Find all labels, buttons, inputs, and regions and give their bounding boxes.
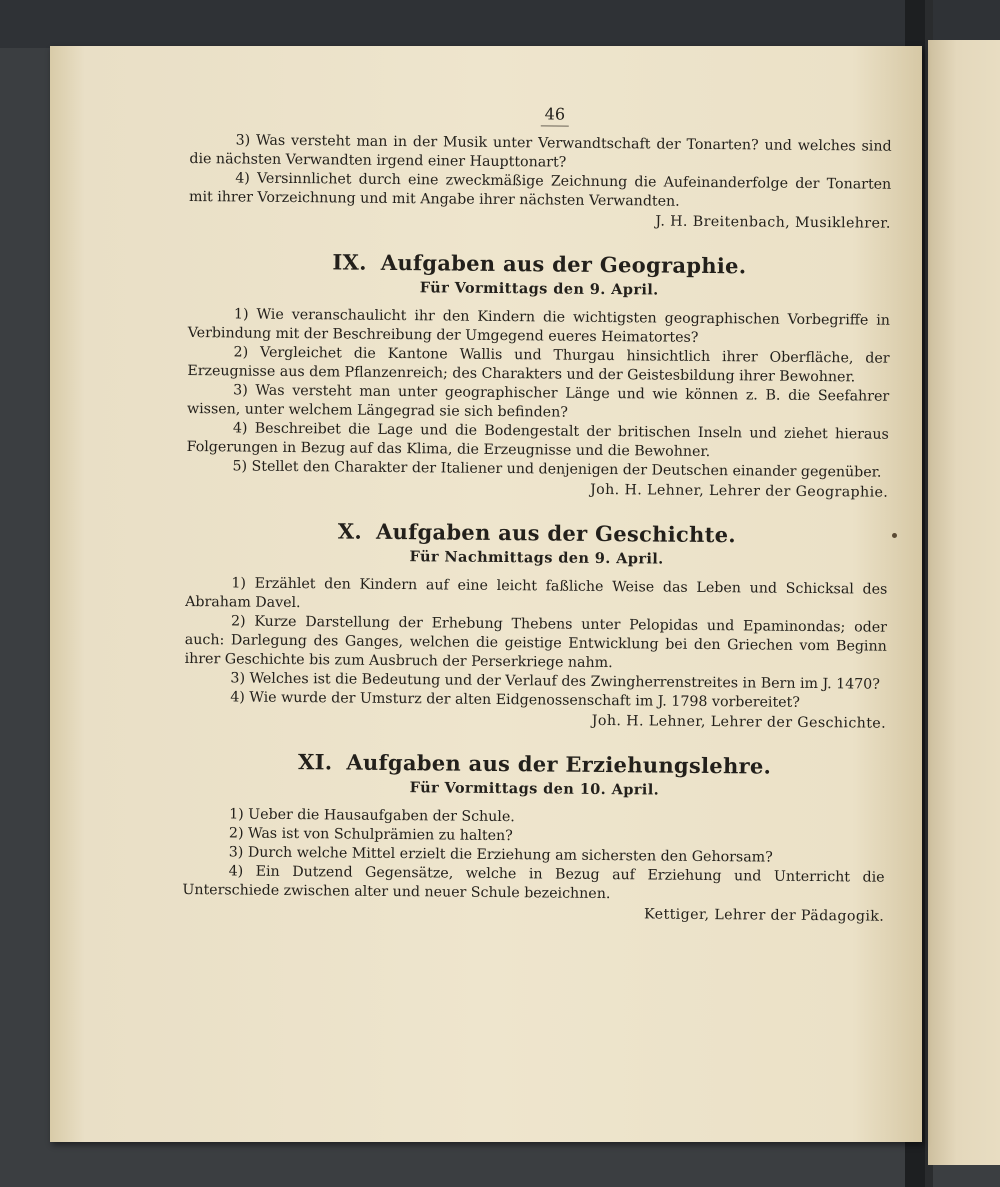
paragraph: 4) Versinnlichet durch eine zweckmäßige Zeichnung die Aufeinanderfolge der Tonarten mit ihrer Vorzeichnung und mit Angabe ihrer nächsten Verwandten. — [189, 170, 892, 210]
list-item: 2) Was ist von Schulprämien zu halten? — [228, 825, 513, 845]
list-item: 1) Ueber die Hausaufgaben der Schule. — [229, 806, 515, 826]
section-heading — [188, 251, 890, 277]
list-item: 2) Kurze Darstellung der Erhebung Thebens unter Pelopidas und Epaminondas; oder auch: Darlegung des Ganges, welchen die geistige Entwicklung bei den Griechen vom Beginn ihrer Geschichte bis zum Ausbruch der Perserkriege nahm. — [184, 613, 888, 672]
section-title: Aufgaben aus der Geschichte. — [375, 518, 737, 548]
section-numeral: X. — [337, 518, 363, 544]
scanner-top-edge — [0, 0, 1000, 48]
list-item: 4) Beschreibet die Lage und die Bodengestalt der britischen Inseln und ziehet hieraus Folgerungen in Bezug auf das Klima, die Erzeugnisse und die Bewohner. — [186, 420, 889, 461]
document-page — [50, 46, 922, 1142]
signature: Joh. H. Lehner, Lehrer der Geschichte. — [591, 712, 887, 732]
section-subtitle: Für Nachmittags den 9. April. — [409, 548, 664, 568]
list-item: 2) Vergleichet die Kantone Wallis und Thurgau hinsichtlich ihrer Oberfläche, der Erzeugnisse aus dem Pflanzenreich; des Charakters und der Geistesbildung ihrer Bewohner. — [187, 344, 890, 386]
intro-block — [189, 131, 892, 234]
section-geography — [186, 251, 890, 503]
list-item: 4) Wie wurde der Umsturz der alten Eidgenossenschaft im J. 1798 vorbereitet? — [230, 689, 800, 711]
list-item: 1) Wie veranschaulicht ihr den Kindern die wichtigsten geographischen Vorbegriffe in Verbindung mit der Beschreibung der Umgegend eueres Heimatortes? — [187, 306, 890, 346]
signature: J. H. Breitenbach, Musiklehrer. — [655, 213, 891, 232]
facing-page-edge — [928, 40, 1000, 1165]
section-subtitle: Für Vormittags den 10. April. — [409, 779, 660, 799]
paragraph: 3) Was versteht man in der Musik unter Verwandtschaft der Tonarten? und welches sind die nächsten Verwandten irgend einer Haupttonart? — [189, 132, 892, 171]
section-history — [184, 520, 888, 734]
paper-blemish — [892, 533, 897, 538]
section-title: Aufgaben aus der Geographie. — [380, 249, 747, 279]
page-content — [182, 101, 892, 927]
section-numeral: IX. — [332, 249, 367, 275]
list-item: 3) Welches ist die Bedeutung und der Verlauf des Zwingherrenstreites in Bern im J. 1470? — [230, 670, 880, 693]
list-item: 3) Was versteht man unter geographischer Länge und wie können z. B. die Seefahrer wissen, unter welchem Längegrad sie sich befinden? — [186, 382, 890, 421]
section-education — [182, 751, 886, 927]
section-subtitle: Für Vormittags den 9. April. — [419, 279, 659, 299]
list-item: 1) Erzählet den Kindern auf eine leicht faßliche Weise das Leben und Schicksal des Abraham Davel. — [185, 575, 888, 612]
page-number: 46 — [218, 101, 892, 129]
section-heading — [184, 751, 886, 777]
section-title: Aufgaben aus der Erziehungslehre. — [346, 749, 772, 779]
section-heading — [186, 520, 888, 546]
list-item: 4) Ein Dutzend Gegensätze, welche in Bezug auf Erziehung und Unterricht die Unterschiede zwischen alter und neuer Schule bezeichnen. — [182, 863, 885, 903]
signature: Kettiger, Lehrer der Pädagogik. — [644, 906, 885, 925]
section-numeral: XI. — [297, 749, 333, 775]
signature: Joh. H. Lehner, Lehrer der Geographie. — [590, 481, 889, 501]
list-item: 3) Durch welche Mittel erzielt die Erziehung am sichersten den Gehorsam? — [228, 844, 773, 866]
list-item: 5) Stellet den Charakter der Italiener und denjenigen der Deutschen einander gegenüber. — [232, 458, 882, 481]
